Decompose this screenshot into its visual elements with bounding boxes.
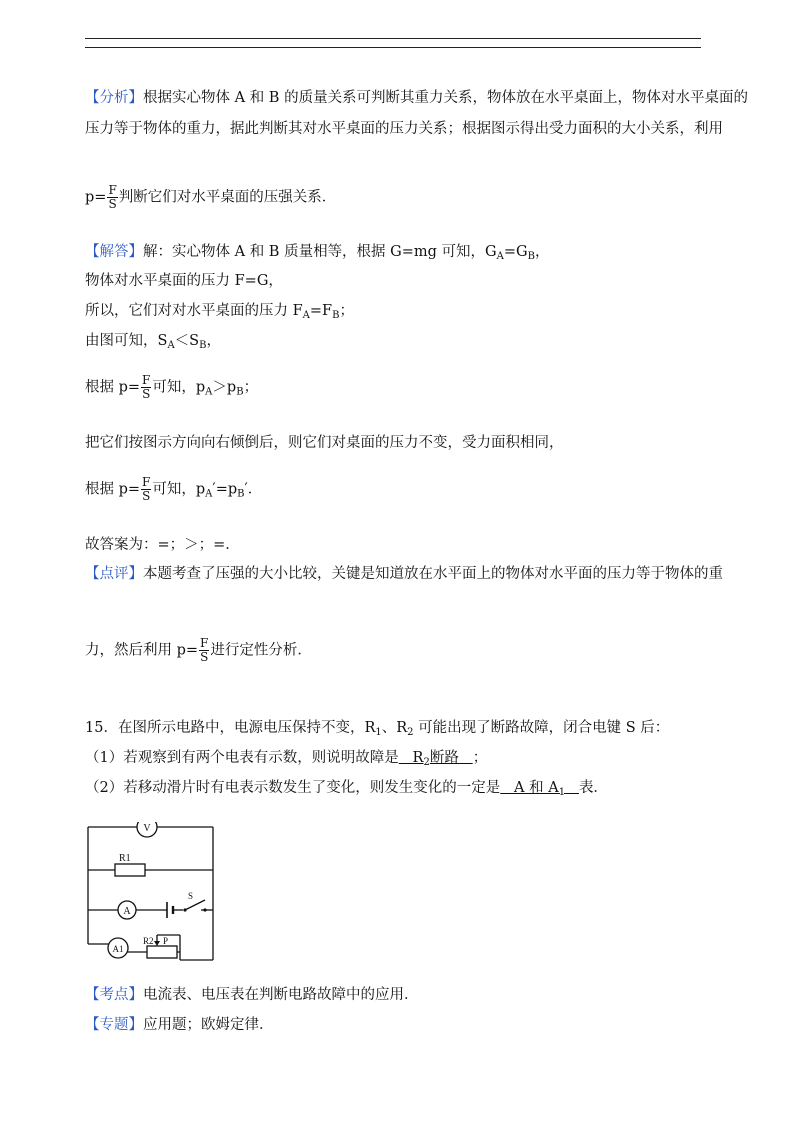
circuit-diagram <box>85 822 220 972</box>
pressure-fraction: $\frac{F}{S}$ <box>142 373 151 401</box>
question-15-part-2: （2）若移动滑片时有电表示数发生了变化，则发生变化的一定是 A 和 $A_1$ 表． <box>85 780 608 798</box>
solution-line-5: 根据 p= $\frac{F}{S}$ 可知，$p_A>p_B$； <box>85 373 259 401</box>
switch-label: S <box>188 891 194 901</box>
solution-line-2: 物体对水平桌面的压力 F=G， <box>85 273 283 289</box>
answer-2: A 和 $A_1$ <box>500 780 566 798</box>
solution-tag: 【解答】 <box>85 244 143 260</box>
solution-line-6: 把它们按图示方向向右倾倒后，则它们对桌面的压力不变，受力面积相同， <box>85 435 564 451</box>
r2-label: R2 <box>143 936 154 946</box>
pressure-fraction: $\frac{F}{S}$ <box>200 636 209 664</box>
analysis-line-3: p= $\frac{F}{S}$ 判断它们对水平桌面的压强关系． <box>85 183 337 211</box>
pressure-fraction: $\frac{F}{S}$ <box>142 475 151 503</box>
comment-line-2: 力，然后利用 p= $\frac{F}{S}$ 进行定性分析． <box>85 636 312 664</box>
top-rule-1 <box>85 38 701 39</box>
solution-line-3: 所以，它们对对水平桌面的压力 $F_A=F_B$； <box>85 303 354 321</box>
comment-line-1: 【点评】本题考查了压强的大小比较，关键是知道放在水平面上的物体对水平面的压力等于物体的重 <box>85 566 723 582</box>
solution-line-1: 【解答】解：实心物体 A 和 B 质量相等，根据 G=mg 可知，$G_A=G_B$， <box>85 244 550 262</box>
solution-line-4: 由图可知，$S_A<S_B$， <box>85 333 221 351</box>
r1-label: R1 <box>119 853 131 864</box>
zhuanti-line: 【专题】应用题；欧姆定律． <box>85 1017 274 1033</box>
answer-1: $R_2$断路 <box>398 750 473 768</box>
comment-tag: 【点评】 <box>85 566 143 582</box>
solution-line-7: 根据 p= $\frac{F}{S}$ 可知，$p_A'=p_B'$． <box>85 475 263 503</box>
ammeter-label: A <box>123 906 131 917</box>
ammeter1-label: A1 <box>112 944 124 954</box>
zhuanti-tag: 【专题】 <box>85 1017 143 1033</box>
analysis-line-1: 【分析】根据实心物体 A 和 B 的质量关系可判断其重力关系，物体放在水平桌面上，物体对水平桌面的 <box>85 90 749 106</box>
question-15-part-1: （1）若观察到有两个电表有示数，则说明故障是 $R_2$断路 ； <box>85 750 488 768</box>
analysis-line-2: 压力等于物体的重力，据此判断其对水平桌面的压力关系；根据图示得出受力面积的大小关系，利用 <box>85 121 723 137</box>
voltmeter-label: V <box>143 823 151 834</box>
slider-label: P <box>163 936 169 946</box>
r1-resistor <box>115 864 145 876</box>
r2-rheostat <box>147 946 177 958</box>
top-rule-2 <box>85 47 701 48</box>
question-15-stem: 15．在图所示电路中，电源电压保持不变，$R_1$、$R_2$ 可能出现了断路故障，闭合电键 S 后： <box>85 720 670 738</box>
solution-line-8: 故答案为：=；＞；=． <box>85 537 240 553</box>
kaodian-line: 【考点】电流表、电压表在判断电路故障中的应用． <box>85 987 419 1003</box>
analysis-tag: 【分析】 <box>85 90 143 106</box>
kaodian-tag: 【考点】 <box>85 987 143 1003</box>
pressure-fraction: $\frac{F}{S}$ <box>108 183 117 211</box>
